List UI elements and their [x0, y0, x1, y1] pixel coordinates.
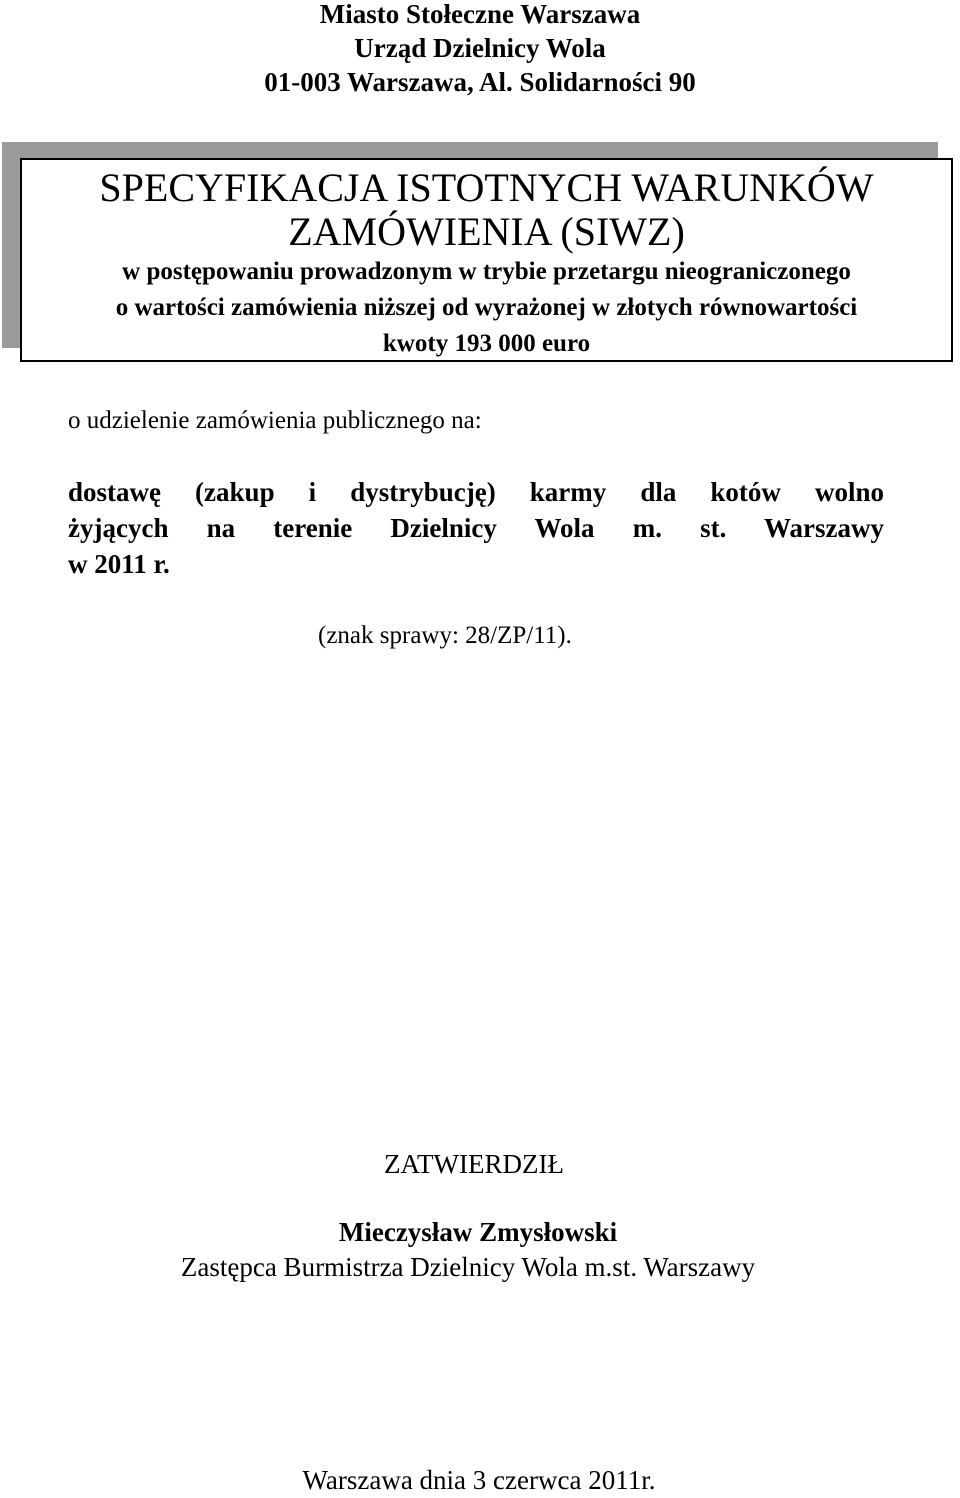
procedure-line-2: o wartości zamówienia niższej od wyrażonej w złotych równowartości	[115, 294, 858, 321]
title-box	[20, 158, 953, 362]
header-address: 01-003 Warszawa, Al. Solidarności 90	[264, 67, 696, 97]
subject-line-3: w 2011 r.	[68, 549, 170, 579]
header-city: Miasto Stołeczne Warszawa	[319, 0, 641, 29]
intro-text: o udzielenie zamówienia publicznego na:	[68, 407, 482, 434]
header-office: Urząd Dzielnicy Wola	[354, 33, 606, 63]
subject-line-1: dostawę (zakup i dystrybucję) karmy dla kotów wolno	[68, 477, 884, 507]
document-title-line-1: SPECYFIKACJA ISTOTNYCH WARUNKÓW	[99, 165, 874, 210]
subject-line-2: żyjących na terenie Dzielnicy Wola m. st. Warszawy	[68, 513, 884, 543]
procedure-line-3: kwoty 193 000 euro	[382, 330, 591, 357]
document-date: Warszawa dnia 3 czerwca 2011r.	[302, 1465, 656, 1495]
approver-position: Zastępca Burmistrza Dzielnicy Wola m.st. Warszawy	[180, 1252, 756, 1282]
approver-name: Mieczysław Zmysłowski	[338, 1217, 618, 1247]
procedure-line-1: w postępowaniu prowadzonym w trybie przetargu nieograniczonego	[122, 258, 851, 285]
approval-label: ZATWIERDZIŁ	[384, 1149, 564, 1179]
case-number: (znak sprawy: 28/ZP/11).	[318, 622, 572, 649]
document-title-line-2: ZAMÓWIENIA (SIWZ)	[288, 209, 685, 254]
